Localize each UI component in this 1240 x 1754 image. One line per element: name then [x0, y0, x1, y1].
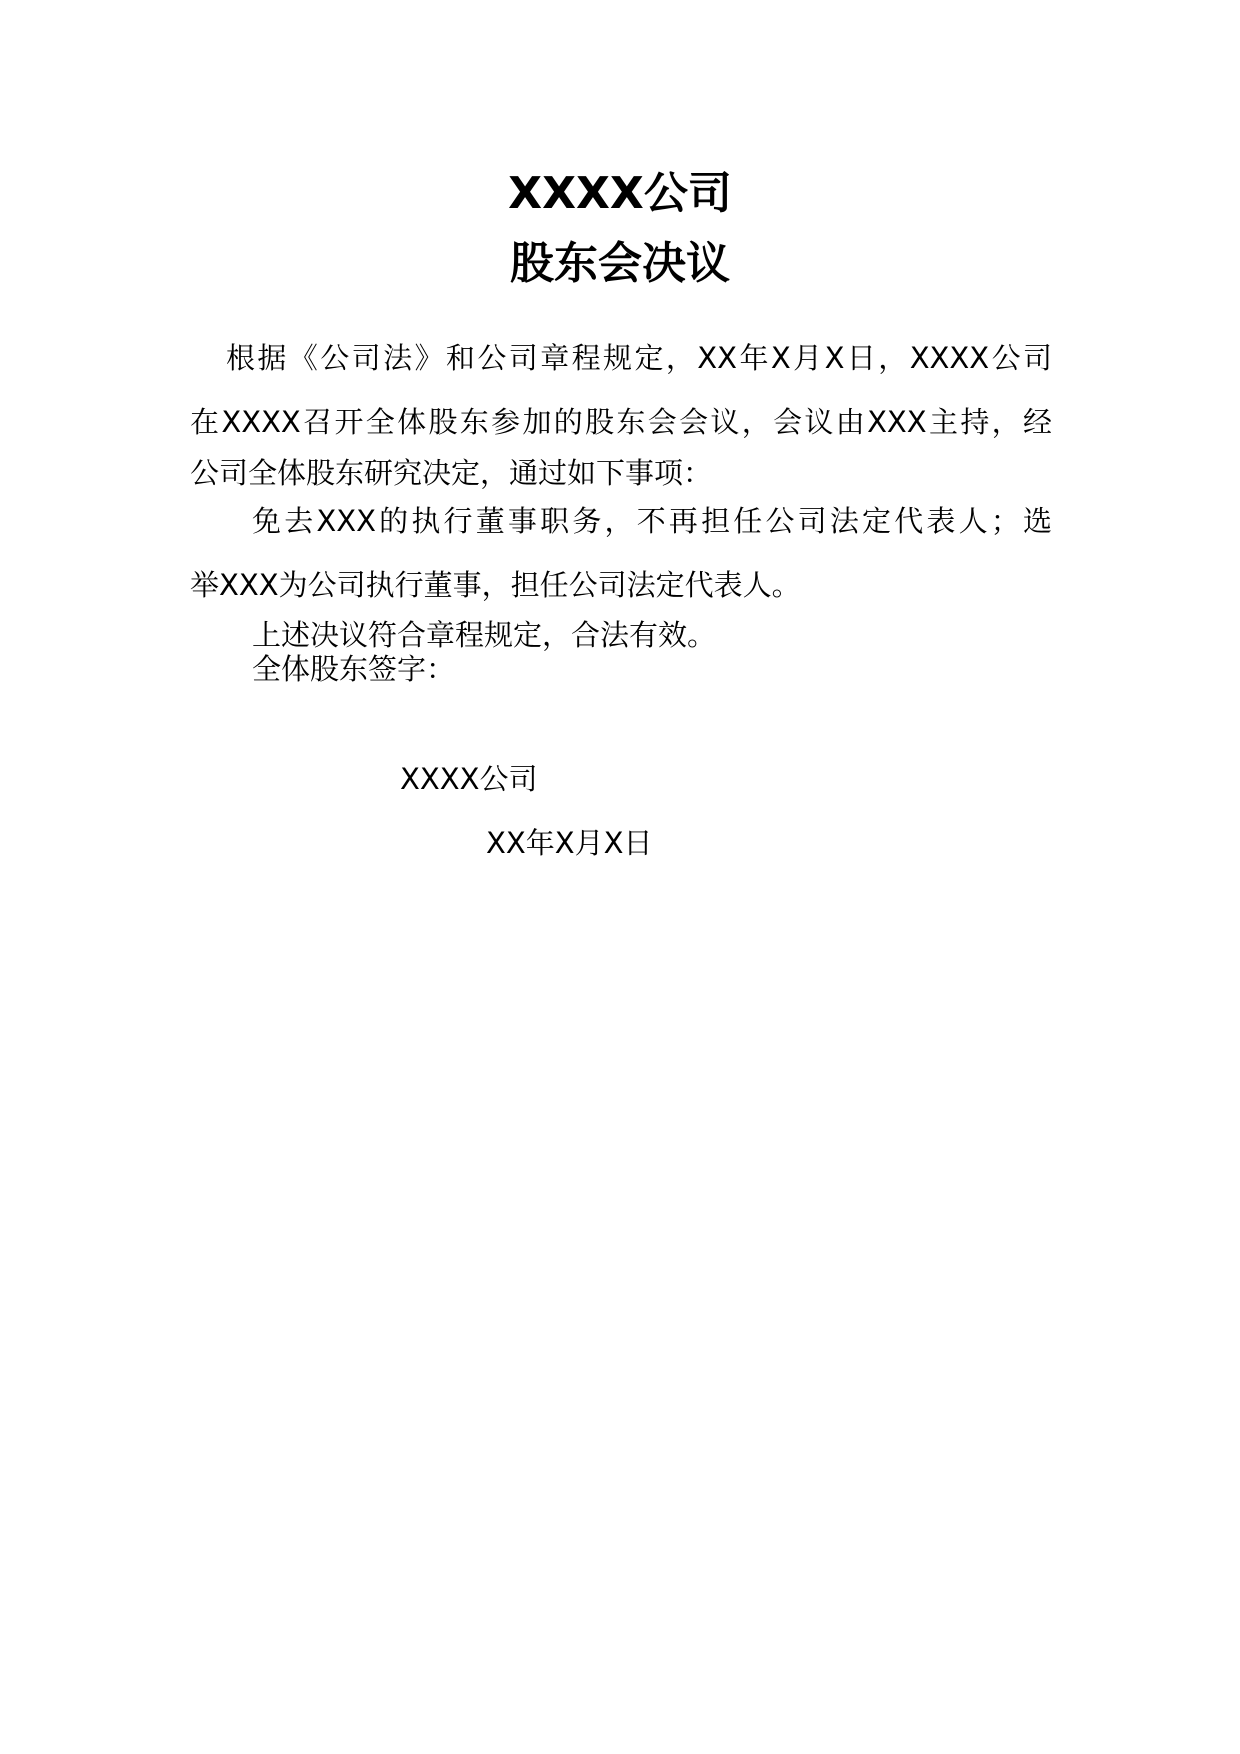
paragraph-1-line-3: 公司全体股东研究决定，通过如下事项： [190, 456, 713, 490]
paragraph-2-line-1: 免去XXX的执行董事职务，不再担任公司法定代表人；选 [252, 504, 1052, 538]
document-title: 股东会决议 [510, 238, 730, 289]
company-title: XXXX公司 [508, 168, 732, 219]
conclusion-text: 上述决议符合章程规定，合法有效。 [252, 618, 717, 652]
paragraph-1-line-2: 在XXXX召开全体股东参加的股东会会议，会议由XXX主持，经 [190, 405, 1052, 439]
resolution-date: XX年X月X日 [486, 826, 653, 860]
signature-label: 全体股东签字： [252, 652, 456, 686]
company-signature: XXXX公司 [400, 762, 538, 796]
paragraph-1-line-1: 根据《公司法》和公司章程规定，XX年X月X日，XXXX公司 [226, 341, 1052, 375]
paragraph-2-line-2: 举XXX为公司执行董事，担任公司法定代表人。 [190, 568, 801, 602]
